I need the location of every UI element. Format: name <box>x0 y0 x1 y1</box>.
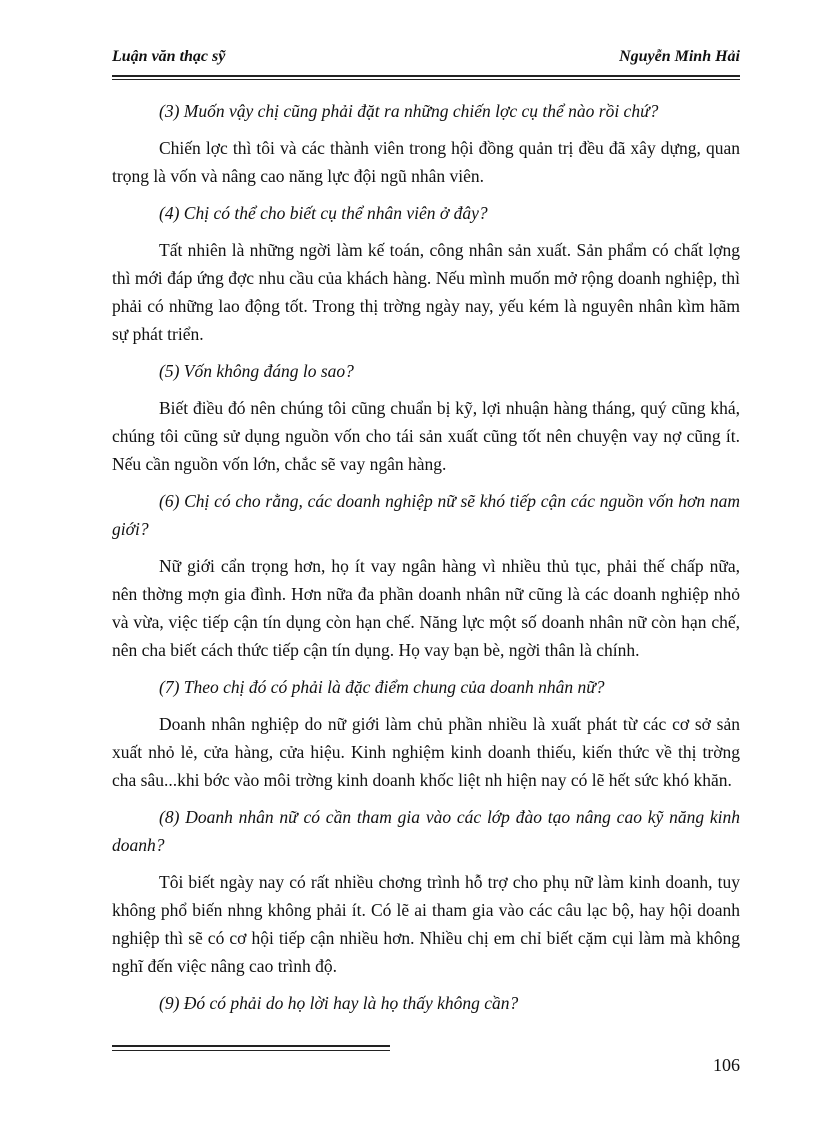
running-header <box>112 48 740 66</box>
header-divider-thin <box>112 79 740 80</box>
interview-answer: Biết điều đó nên chúng tôi cũng chuẩn bị kỹ, lợi nhuận hàng tháng, quý cũng khá, chúng tôi cũng sử dụng nguồn vốn cho tái sản xuất cũng tốt nên chuyện vay nợ cũng ít. Nếu cần nguồn vốn lớn, chắc sẽ vay ngân hàng. <box>112 398 740 474</box>
page-number: 106 <box>713 1055 740 1075</box>
interview-question: (6) Chị có cho rằng, các doanh nghiệp nữ sẽ khó tiếp cận các nguồn vốn hơn nam giới? <box>112 491 740 539</box>
interview-answer: Tất nhiên là những ngời làm kế toán, công nhân sản xuất. Sản phẩm có chất lợng thì mới đáp ứng đợc nhu cầu của khách hàng. Nếu mình muốn mở rộng doanh nghiệp, thì phải có những lao động tốt. Trong thị trờng ngày nay, yếu kém là nguyên nhân kìm hãm sự phát triển. <box>112 240 740 344</box>
interview-answer: Doanh nhân nghiệp do nữ giới làm chủ phần nhiều là xuất phát từ các cơ sở sản xuất nhỏ lẻ, cửa hàng, cửa hiệu. Kinh nghiệm kinh doanh thiếu, kiến thức về thị trờng cha sâu...khi bớc vào môi trờng kinh doanh khốc liệt nh hiện nay có lẽ hết sức khó khăn. <box>112 714 740 790</box>
header-thesis-title: Luận văn thạc sỹ <box>112 48 226 65</box>
interview-question: (4) Chị có thể cho biết cụ thể nhân viên ở đây? <box>159 203 488 223</box>
footer-divider <box>112 1045 390 1047</box>
footer-divider-thin <box>112 1050 390 1051</box>
header-divider <box>112 75 740 77</box>
interview-question: (8) Doanh nhân nữ có cần tham gia vào các lớp đào tạo nâng cao kỹ năng kinh doanh? <box>112 807 740 855</box>
interview-body <box>112 97 740 1026</box>
interview-question: (5) Vốn không đáng lo sao? <box>159 361 354 381</box>
interview-question: (3) Muốn vậy chị cũng phải đặt ra những chiến lợc cụ thể nào rồi chứ? <box>159 101 659 121</box>
interview-question: (9) Đó có phải do họ lời hay là họ thấy không cần? <box>159 993 519 1013</box>
interview-answer: Chiến lợc thì tôi và các thành viên trong hội đồng quản trị đều đã xây dựng, quan trọng là vốn và nâng cao năng lực đội ngũ nhân viên. <box>112 138 740 186</box>
interview-question: (7) Theo chị đó có phải là đặc điểm chung của doanh nhân nữ? <box>159 677 605 697</box>
header-author-name: Nguyễn Minh Hải <box>619 48 740 65</box>
interview-answer: Tôi biết ngày nay có rất nhiều chơng trình hỗ trợ cho phụ nữ làm kinh doanh, tuy không phổ biến nhng không phải ít. Có lẽ ai tham gia vào các câu lạc bộ, hay hội doanh nghiệp thì sẽ có cơ hội tiếp cận nhiều hơn. Nhiều chị em chỉ biết cặm cụi làm mà không nghĩ đến việc nâng cao trình độ. <box>112 872 740 976</box>
interview-answer: Nữ giới cẩn trọng hơn, họ ít vay ngân hàng vì nhiều thủ tục, phải thế chấp nữa, nên thờng mợn gia đình. Hơn nữa đa phần doanh nhân nữ cũng là các doanh nghiệp nhỏ và vừa, việc tiếp cận tín dụng còn hạn chế. Năng lực một số doanh nhân nữ còn hạn chế, nên cha biết cách thức tiếp cận tín dụng. Họ vay bạn bè, ngời thân là chính. <box>112 556 740 660</box>
